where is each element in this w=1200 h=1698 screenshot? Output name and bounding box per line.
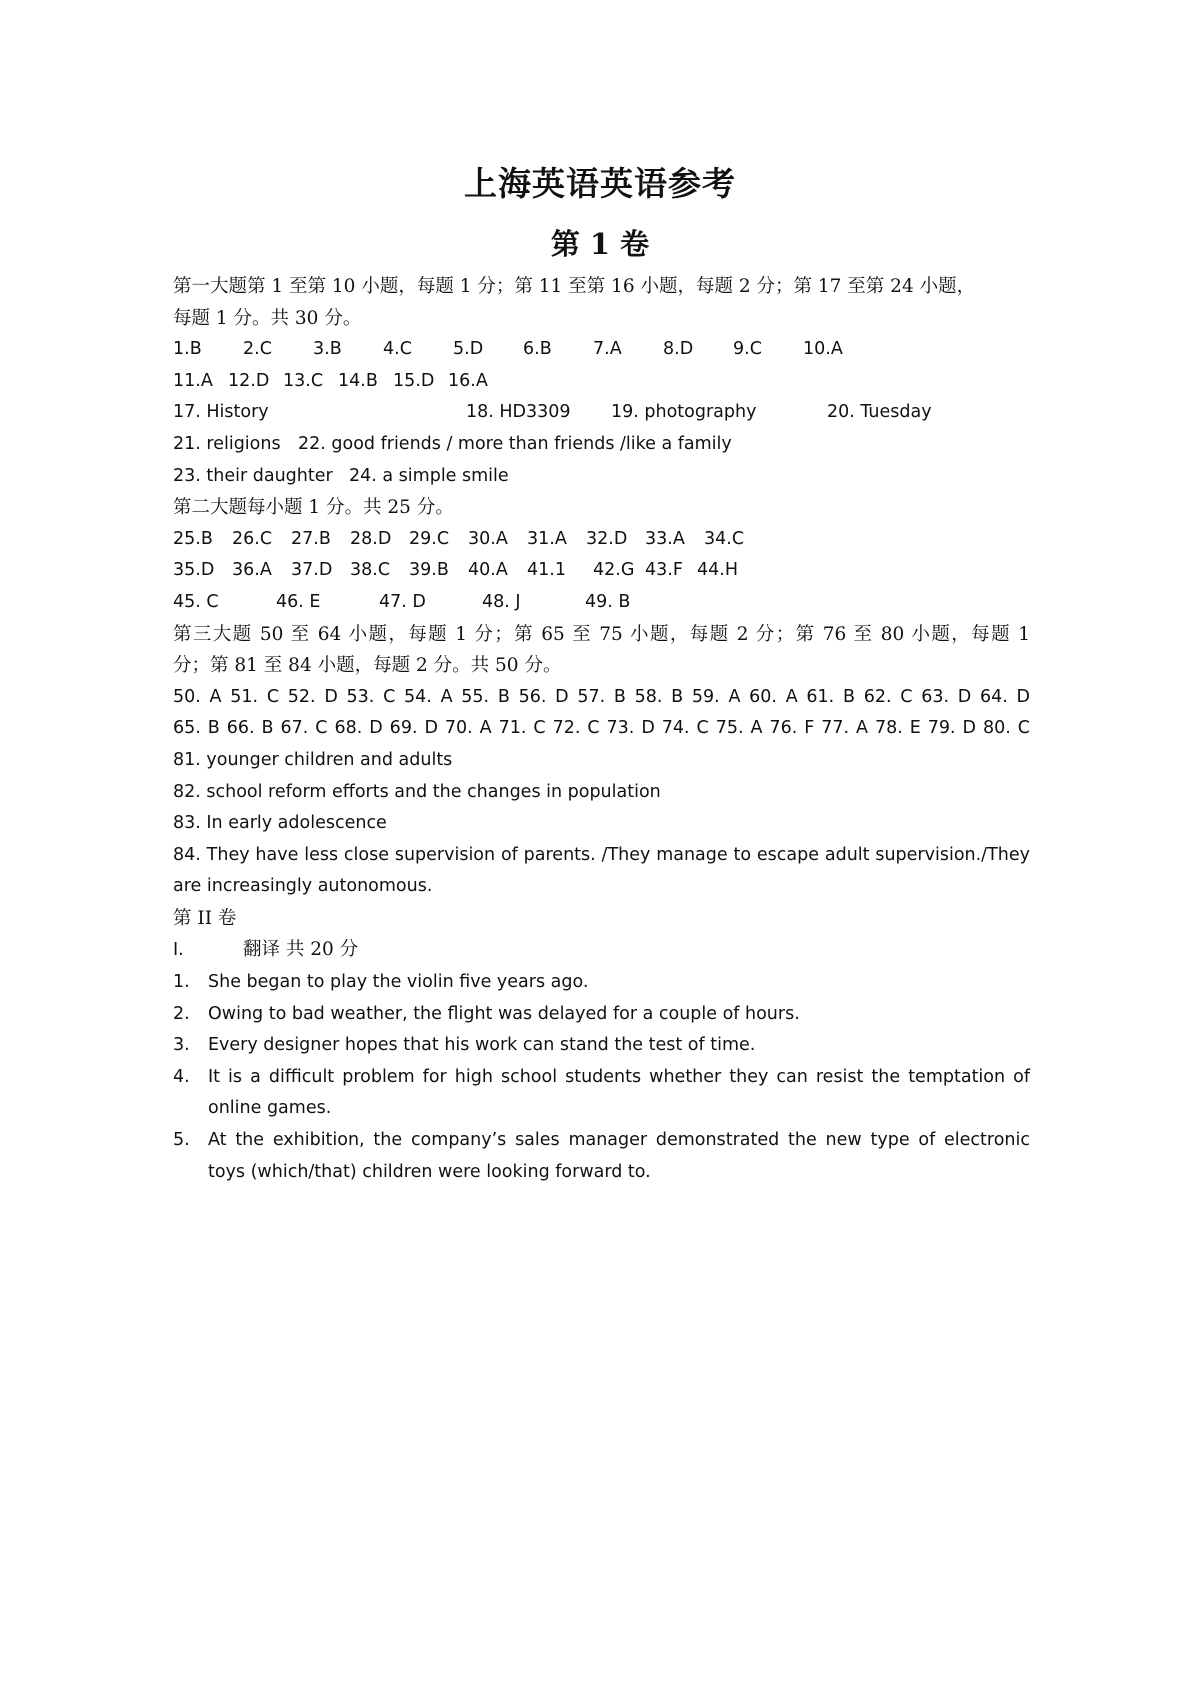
answer-item: 12.D bbox=[228, 370, 270, 391]
part1-intro-line2: 每题 1 分。共 30 分。 bbox=[173, 307, 362, 329]
answer-item: 30.A bbox=[468, 528, 508, 549]
list-item bbox=[173, 1030, 1030, 1062]
answer-item: 11.A bbox=[173, 370, 213, 391]
answer-item: 44.H bbox=[697, 560, 738, 581]
answer-item: 10.A bbox=[803, 339, 843, 360]
answer-item: 6.B bbox=[523, 339, 552, 360]
part1-answers-row4 bbox=[173, 429, 1030, 461]
item-text: Every designer hopes that his work can stand the test of time. bbox=[208, 1035, 756, 1056]
answer-item: 21. religions bbox=[173, 433, 281, 454]
list-item bbox=[173, 1125, 1030, 1188]
answer-item: 25.B bbox=[173, 528, 213, 549]
answer-item: 3.B bbox=[313, 339, 342, 360]
item-text: Owing to bad weather, the flight was delayed for a couple of hours. bbox=[208, 1003, 800, 1024]
answer-item: 42.G bbox=[593, 560, 635, 581]
answer-item: 5.D bbox=[453, 339, 484, 360]
answer-item: 37.D bbox=[291, 560, 333, 581]
part2-intro: 第二大题每小题 1 分。共 25 分。 bbox=[173, 497, 454, 519]
item-number: 1. bbox=[173, 972, 190, 993]
answer-item: 41.1 bbox=[527, 560, 566, 581]
answer-item: 7.A bbox=[593, 339, 622, 360]
item-number: 5. bbox=[173, 1130, 190, 1151]
answer-item: 16.A bbox=[448, 370, 488, 391]
list-item bbox=[173, 999, 1030, 1031]
item-number: 4. bbox=[173, 1066, 190, 1087]
item-text: It is a difficult problem for high school students whether they can resist the temptation of online games. bbox=[208, 1066, 1030, 1119]
answer-item: 2.C bbox=[243, 339, 272, 360]
answer-item: 27.B bbox=[291, 528, 331, 549]
answer-item: 20. Tuesday bbox=[827, 402, 932, 423]
answer-item: 48. J bbox=[482, 591, 521, 612]
answer-item: 35.D bbox=[173, 560, 215, 581]
answer-84: 84. They have less close supervision of parents. /They manage to escape adult supervision./They are increasingly autonomous. bbox=[173, 844, 1030, 897]
volume2-heading: 第 II 卷 bbox=[173, 907, 237, 929]
answer-item: 31.A bbox=[527, 528, 567, 549]
answer-item: 23. their daughter bbox=[173, 465, 333, 486]
answer-item: 32.D bbox=[586, 528, 628, 549]
answer-item: 34.C bbox=[704, 528, 745, 549]
part3-answers-row2: 65. B 66. B 67. C 68. D 69. D 70. A 71. C 72. C 73. D 74. C 75. A 76. F 77. A 78. E 79. D 80. C bbox=[173, 718, 1030, 739]
answer-item: 39.B bbox=[409, 560, 449, 581]
answer-item: 28.D bbox=[350, 528, 392, 549]
answer-item: 45. C bbox=[173, 591, 219, 612]
list-item bbox=[173, 967, 1030, 999]
answer-83: 83. In early adolescence bbox=[173, 813, 387, 834]
item-number: 3. bbox=[173, 1035, 190, 1056]
part1-answers-row5 bbox=[173, 461, 1030, 493]
answer-item: 8.D bbox=[663, 339, 694, 360]
answer-item: 36.A bbox=[232, 560, 272, 581]
part1-intro-line1: 第一大题第 1 至第 10 小题，每题 1 分；第 11 至第 16 小题，每题 2 分；第 17 至第 24 小题， bbox=[173, 276, 976, 297]
part1-answers-row1 bbox=[173, 334, 1030, 366]
answer-item: 17. History bbox=[173, 402, 269, 423]
section-title: 翻译 共 20 分 bbox=[243, 939, 359, 961]
answer-item: 22. good friends / more than friends /like a family bbox=[298, 433, 732, 454]
part1-answers-row3 bbox=[173, 397, 1030, 429]
answer-item: 24. a simple smile bbox=[349, 465, 509, 486]
answer-item: 33.A bbox=[645, 528, 685, 549]
part3-intro-line1: 第三大题 50 至 64 小题，每题 1 分；第 65 至 75 小题，每题 2 分；第 76 至 80 小题，每题 1 bbox=[173, 623, 1030, 645]
answer-item: 46. E bbox=[276, 591, 321, 612]
item-text: She began to play the violin five years ago. bbox=[208, 972, 589, 993]
part2-answers-row1 bbox=[173, 524, 1030, 556]
item-text: At the exhibition, the company’s sales manager demonstrated the new type of electronic toys (which/that) children were looking forward to. bbox=[208, 1130, 1030, 1182]
answer-item: 1.B bbox=[173, 339, 202, 360]
part1-answers-row2 bbox=[173, 366, 1030, 398]
answer-item: 38.C bbox=[350, 560, 391, 581]
part3-intro-line2: 分；第 81 至 84 小题，每题 2 分。共 50 分。 bbox=[173, 655, 562, 677]
answer-item: 49. B bbox=[585, 591, 631, 612]
part2-answers-row3 bbox=[173, 587, 1030, 619]
item-number: 2. bbox=[173, 1003, 190, 1024]
answer-content bbox=[173, 271, 1030, 1188]
answer-item: 15.D bbox=[393, 370, 435, 391]
part2-answers-row2 bbox=[173, 555, 1030, 587]
answer-81: 81. younger children and adults bbox=[173, 749, 453, 770]
section-number: I. bbox=[173, 940, 184, 961]
list-item bbox=[173, 1062, 1030, 1125]
answer-item: 26.C bbox=[232, 528, 273, 549]
translation-list bbox=[173, 967, 1030, 1188]
page-title: 上海英语英语参考 bbox=[464, 164, 736, 203]
answer-item: 18. HD3309 bbox=[466, 402, 571, 423]
answer-item: 40.A bbox=[468, 560, 508, 581]
section-header bbox=[173, 934, 1030, 967]
answer-item: 43.F bbox=[645, 560, 683, 581]
answer-item: 19. photography bbox=[611, 402, 757, 423]
answer-item: 4.C bbox=[383, 339, 412, 360]
answer-item: 9.C bbox=[733, 339, 762, 360]
answer-item: 14.B bbox=[338, 370, 378, 391]
answer-item: 47. D bbox=[379, 591, 426, 612]
answer-82: 82. school reform efforts and the changes in population bbox=[173, 781, 661, 802]
answer-item: 13.C bbox=[283, 370, 324, 391]
part3-answers-row1: 50. A 51. C 52. D 53. C 54. A 55. B 56. D 57. B 58. B 59. A 60. A 61. B 62. C 63. D 64. D bbox=[173, 686, 1030, 707]
volume-title: 第 1 卷 bbox=[550, 227, 650, 261]
answer-item: 29.C bbox=[409, 528, 450, 549]
